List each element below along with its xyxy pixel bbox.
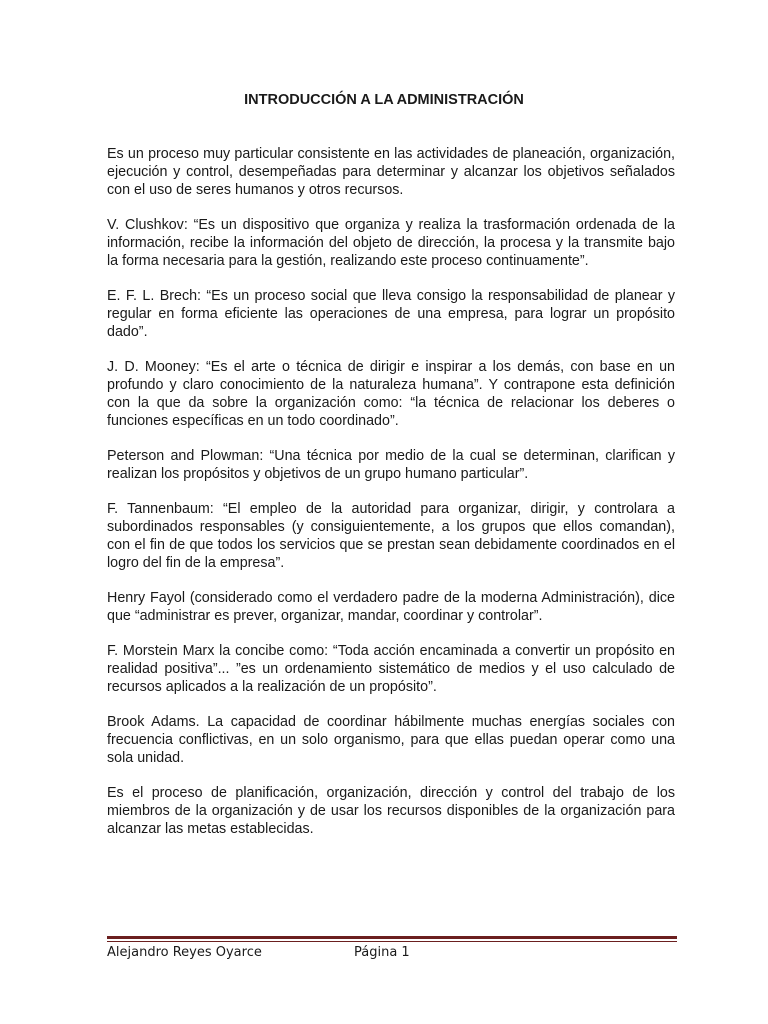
paragraph-morstein-marx: F. Morstein Marx la concibe como: “Toda acción encaminada a convertir un propósito en realidad positiva”... ”es un ordenamiento sistemático de medios y el uso calculado de recursos aplicados a la realización de un propósito”.	[107, 643, 675, 695]
paragraph-tannenbaum: F. Tannenbaum: “El empleo de la autoridad para organizar, dirigir, y controlara a subordinados responsables (y consiguientemente, a los grupos que ellos comandan), con el fin de que todos los servicios que se prestan sean debidamente coordinados en el logro del fin de la empresa”.	[107, 501, 675, 571]
paragraph-definition-final: Es el proceso de planificación, organización, dirección y control del trabajo de los miembros de la organización y de usar los recursos disponibles de la organización para alcanzar las metas establecidas.	[107, 785, 675, 837]
paragraph-fayol: Henry Fayol (considerado como el verdadero padre de la moderna Administración), dice que “administrar es prever, organizar, mandar, coordinar y controlar”.	[107, 590, 675, 624]
paragraph-brech: E. F. L. Brech: “Es un proceso social que lleva consigo la responsabilidad de planear y regular en forma eficiente las operaciones de una empresa, para lograr un propósito dado”.	[107, 288, 675, 340]
document-title: INTRODUCCIÓN A LA ADMINISTRACIÓN	[244, 92, 524, 108]
footer-author: Alejandro Reyes Oyarce	[107, 945, 262, 960]
paragraph-definition-general: Es un proceso muy particular consistente en las actividades de planeación, organización, ejecución y control, desempeñadas para determinar y alcanzar los objetivos señalados con el uso de seres humanos y otros recursos.	[107, 146, 675, 198]
paragraph-mooney: J. D. Mooney: “Es el arte o técnica de dirigir e inspirar a los demás, con base en un profundo y claro conocimiento de la naturaleza humana”. Y contrapone esta definición con la que da sobre la organización como: “la técnica de relacionar los deberes o funciones específicas en un todo coordinado”.	[107, 359, 675, 429]
footer-rule-thick	[107, 936, 677, 939]
paragraph-peterson-plowman: Peterson and Plowman: “Una técnica por medio de la cual se determinan, clarifican y realizan los propósitos y objetivos de un grupo humano particular”.	[107, 448, 675, 482]
footer-rule-thin	[107, 941, 677, 942]
footer-page-number: Página 1	[354, 945, 410, 960]
paragraph-brook-adams: Brook Adams. La capacidad de coordinar hábilmente muchas energías sociales con frecuencia conflictivas, en un solo organismo, para que ellas puedan operar como una sola unidad.	[107, 714, 675, 766]
paragraph-clushkov: V. Clushkov: “Es un dispositivo que organiza y realiza la trasformación ordenada de la información, recibe la información del objeto de dirección, la procesa y la transmite bajo la forma necesaria para la gestión, realizando este proceso continuamente”.	[107, 217, 675, 269]
document-body	[107, 145, 675, 855]
